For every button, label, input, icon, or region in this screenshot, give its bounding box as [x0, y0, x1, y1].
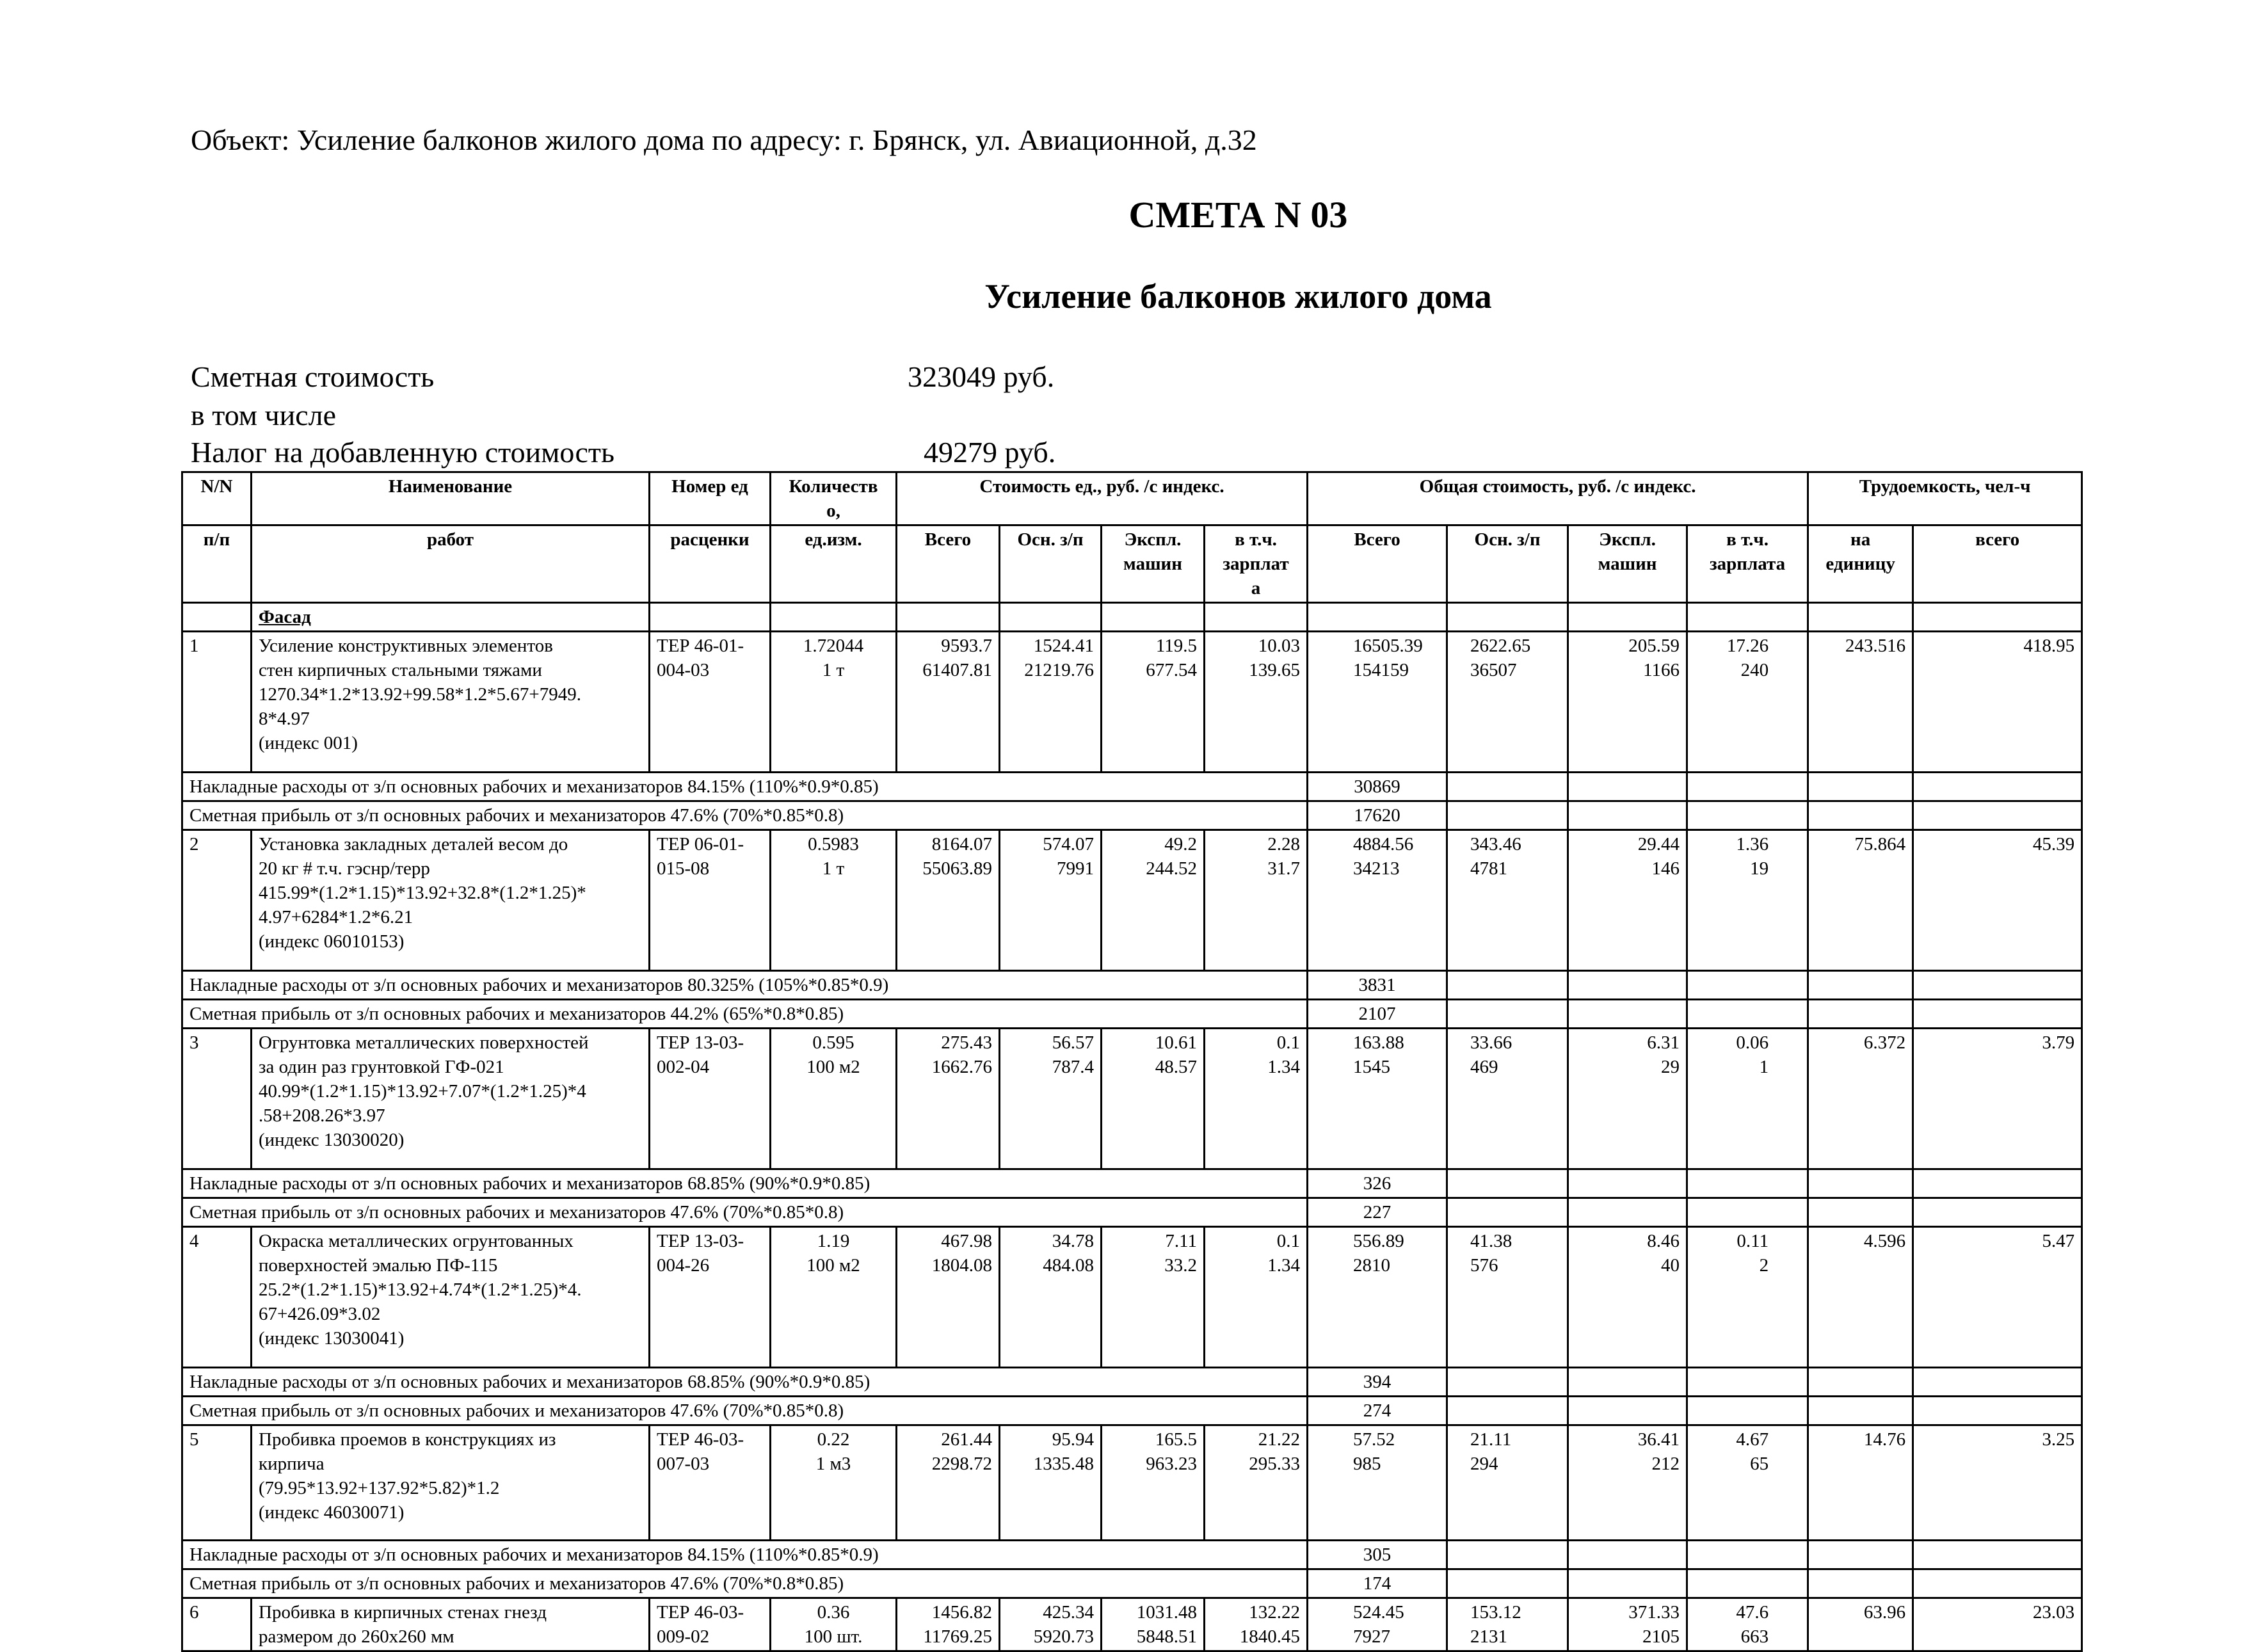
labor-per-unit: 63.96 [1808, 1598, 1913, 1651]
labor-per-unit: 243.516 [1808, 632, 1913, 773]
item-quantity: 1.72044 1 т [771, 632, 897, 773]
including-label: в том числе [191, 399, 336, 431]
unit-cost-machines: 1031.48 5848.51 [1102, 1598, 1205, 1651]
total-cost-machines: 8.46 40 [1568, 1227, 1687, 1368]
labor-total: 3.79 [1913, 1029, 2082, 1169]
total-cost-machines: 205.59 1166 [1568, 632, 1687, 773]
header-code-bottom: расценки [650, 525, 771, 603]
header-unit-total: Всего [897, 525, 1000, 603]
unit-cost-machines: 165.5 963.23 [1102, 1425, 1205, 1541]
empty-cell [1808, 1569, 1913, 1598]
empty-cell [1568, 971, 1687, 1000]
section-title: Фасад [252, 603, 650, 632]
total-cost-machines: 6.31 29 [1568, 1029, 1687, 1169]
empty-cell [1568, 1397, 1687, 1425]
empty-cell [1687, 773, 1808, 801]
header-unit-incl-wage: в т.ч. зарплат а [1205, 525, 1308, 603]
labor-total: 418.95 [1913, 632, 2082, 773]
unit-cost-total: 8164.07 55063.89 [897, 830, 1000, 971]
unit-cost-machines: 7.11 33.2 [1102, 1227, 1205, 1368]
overhead-row-label: Накладные расходы от з/п основных рабочих и механизаторов 68.85% (90%*0.9*0.85) [182, 1169, 1308, 1198]
profit-row [182, 1569, 2082, 1598]
header-total-cost-group: Общая стоимость, руб. /с индекс. [1308, 472, 1808, 525]
table-row [182, 1227, 2082, 1368]
table-row [182, 830, 2082, 971]
total-cost-wage: 21.11 294 [1447, 1425, 1568, 1541]
total-cost-wage: 153.12 2131 [1447, 1598, 1568, 1651]
profit-row-value: 274 [1308, 1397, 1447, 1425]
profit-row-value: 174 [1308, 1569, 1447, 1598]
empty-cell [1808, 971, 1913, 1000]
table-row [182, 632, 2082, 773]
empty-cell [1913, 1000, 2082, 1029]
document-subtitle: Усиление балконов жилого дома [984, 277, 1492, 316]
unit-cost-wage: 95.94 1335.48 [1000, 1425, 1102, 1541]
profit-row-label: Сметная прибыль от з/п основных рабочих и механизаторов 44.2% (65%*0.8*0.85) [182, 1000, 1308, 1029]
labor-per-unit: 75.864 [1808, 830, 1913, 971]
empty-cell [1808, 1000, 1913, 1029]
unit-cost-total: 1456.82 11769.25 [897, 1598, 1000, 1651]
header-qty-bottom: ед.изм. [771, 525, 897, 603]
header-unit-machines: Экспл. машин [1102, 525, 1205, 603]
empty-cell [1808, 1169, 1913, 1198]
empty-cell [1687, 1368, 1808, 1397]
unit-cost-total: 275.43 1662.76 [897, 1029, 1000, 1169]
profit-row [182, 1198, 2082, 1227]
item-number: 6 [182, 1598, 252, 1651]
item-name: Усиление конструктивных элементов стен кирпичных стальными тяжами 1270.34*1.2*13.92+99.58*1.2*5.67+7949. 8*4.97 (индекс 001) [252, 632, 650, 773]
profit-row-value: 2107 [1308, 1000, 1447, 1029]
unit-cost-total: 261.44 2298.72 [897, 1425, 1000, 1541]
item-quantity: 0.22 1 м3 [771, 1425, 897, 1541]
item-name: Пробивка в кирпичных стенах гнезд размером до 260х260 мм [252, 1598, 650, 1651]
empty-cell [1687, 801, 1808, 830]
item-code: ТЕР 46-03- 007-03 [650, 1425, 771, 1541]
vat-label: Налог на добавленную стоимость [191, 436, 614, 469]
header-labor-per-unit: на единицу [1808, 525, 1913, 603]
overhead-row-value: 3831 [1308, 971, 1447, 1000]
estimate-table [181, 471, 2083, 1652]
header-total-machines: Экспл. машин [1568, 525, 1687, 603]
total-cost-incl-wage: 0.11 2 [1687, 1227, 1808, 1368]
total-cost-total: 4884.56 34213 [1308, 830, 1447, 971]
empty-cell [1447, 971, 1568, 1000]
empty-cell [1687, 1397, 1808, 1425]
header-total-wage: Осн. з/п [1447, 525, 1568, 603]
item-name: Пробивка проемов в конструкциях из кирпича (79.95*13.92+137.92*5.82)*1.2 (индекс 46030071) [252, 1425, 650, 1541]
total-cost-wage: 343.46 4781 [1447, 830, 1568, 971]
header-labor-total: всего [1913, 525, 2082, 603]
labor-per-unit: 4.596 [1808, 1227, 1913, 1368]
empty-cell [1687, 1541, 1808, 1569]
total-cost-machines: 36.41 212 [1568, 1425, 1687, 1541]
item-number: 1 [182, 632, 252, 773]
item-number: 2 [182, 830, 252, 971]
unit-cost-incl-wage: 2.28 31.7 [1205, 830, 1308, 971]
overhead-row-value: 394 [1308, 1368, 1447, 1397]
unit-cost-machines: 119.5 677.54 [1102, 632, 1205, 773]
object-line: Объект: Усиление балконов жилого дома по адресу: г. Брянск, ул. Авиационной, д.32 [191, 124, 1257, 156]
total-cost-wage: 33.66 469 [1447, 1029, 1568, 1169]
unit-cost-machines: 10.61 48.57 [1102, 1029, 1205, 1169]
item-name: Огрунтовка металлических поверхностей за один раз грунтовкой ГФ-021 40.99*(1.2*1.15)*13.92+7.07*(1.2*1.25)*4 .58+208.26*3.97 (индекс 13030020) [252, 1029, 650, 1169]
profit-row-label: Сметная прибыль от з/п основных рабочих и механизаторов 47.6% (70%*0.85*0.8) [182, 1198, 1308, 1227]
empty-cell [1447, 1397, 1568, 1425]
unit-cost-wage: 56.57 787.4 [1000, 1029, 1102, 1169]
empty-cell [1808, 1368, 1913, 1397]
empty-cell [1447, 1198, 1568, 1227]
empty-cell [1913, 971, 2082, 1000]
labor-total: 23.03 [1913, 1598, 2082, 1651]
section-row [182, 603, 2082, 632]
table-header [182, 472, 2082, 603]
unit-cost-total: 9593.7 61407.81 [897, 632, 1000, 773]
vat-value: 49279 руб. [924, 436, 1056, 469]
total-cost-incl-wage: 1.36 19 [1687, 830, 1808, 971]
unit-cost-incl-wage: 132.22 1840.45 [1205, 1598, 1308, 1651]
header-nn-bottom: п/п [182, 525, 252, 603]
empty-cell [1447, 1569, 1568, 1598]
total-cost-wage: 2622.65 36507 [1447, 632, 1568, 773]
cost-value: 323049 руб. [908, 360, 1055, 393]
profit-row-label: Сметная прибыль от з/п основных рабочих и механизаторов 47.6% (70%*0.85*0.8) [182, 1397, 1308, 1425]
empty-cell [1687, 1198, 1808, 1227]
unit-cost-wage: 425.34 5920.73 [1000, 1598, 1102, 1651]
item-number: 5 [182, 1425, 252, 1541]
unit-cost-wage: 574.07 7991 [1000, 830, 1102, 971]
labor-total: 45.39 [1913, 830, 2082, 971]
empty-cell [1808, 773, 1913, 801]
profit-row [182, 1000, 2082, 1029]
empty-cell [1447, 1169, 1568, 1198]
item-name: Окраска металлических огрунтованных поверхностей эмалью ПФ-115 25.2*(1.2*1.15)*13.92+4.74*(1.2*1.25)*4. 67+426.09*3.02 (индекс 13030041) [252, 1227, 650, 1368]
table-row [182, 1425, 2082, 1541]
cost-label: Сметная стоимость [191, 360, 435, 393]
overhead-row [182, 773, 2082, 801]
profit-row-label: Сметная прибыль от з/п основных рабочих и механизаторов 47.6% (70%*0.85*0.8) [182, 801, 1308, 830]
unit-cost-total: 467.98 1804.08 [897, 1227, 1000, 1368]
item-quantity: 1.19 100 м2 [771, 1227, 897, 1368]
profit-row [182, 1397, 2082, 1425]
empty-cell [1913, 1169, 2082, 1198]
empty-cell [1913, 1541, 2082, 1569]
labor-total: 5.47 [1913, 1227, 2082, 1368]
overhead-row-value: 30869 [1308, 773, 1447, 801]
empty-cell [1568, 1169, 1687, 1198]
empty-cell [1447, 1368, 1568, 1397]
empty-cell [1913, 1198, 2082, 1227]
empty-cell [1568, 1569, 1687, 1598]
total-cost-machines: 29.44 146 [1568, 830, 1687, 971]
unit-cost-wage: 1524.41 21219.76 [1000, 632, 1102, 773]
overhead-row-label: Накладные расходы от з/п основных рабочих и механизаторов 84.15% (110%*0.85*0.9) [182, 1541, 1308, 1569]
empty-cell [1447, 773, 1568, 801]
overhead-row-label: Накладные расходы от з/п основных рабочих и механизаторов 80.325% (105%*0.85*0.9) [182, 971, 1308, 1000]
item-quantity: 0.595 100 м2 [771, 1029, 897, 1169]
total-cost-total: 524.45 7927 [1308, 1598, 1447, 1651]
empty-cell [1808, 1541, 1913, 1569]
total-cost-incl-wage: 0.06 1 [1687, 1029, 1808, 1169]
item-quantity: 0.5983 1 т [771, 830, 897, 971]
empty-cell [1808, 801, 1913, 830]
labor-per-unit: 14.76 [1808, 1425, 1913, 1541]
item-code: ТЕР 46-03- 009-02 [650, 1598, 771, 1651]
empty-cell [1687, 971, 1808, 1000]
empty-cell [1808, 1198, 1913, 1227]
item-number: 4 [182, 1227, 252, 1368]
labor-total: 3.25 [1913, 1425, 2082, 1541]
overhead-row [182, 971, 2082, 1000]
header-nn-top: N/N [182, 472, 252, 525]
item-code: ТЕР 13-03- 002-04 [650, 1029, 771, 1169]
total-cost-total: 556.89 2810 [1308, 1227, 1447, 1368]
header-name-top: Наименование [252, 472, 650, 525]
total-cost-total: 16505.39 154159 [1308, 632, 1447, 773]
empty-cell [1687, 1569, 1808, 1598]
profit-row [182, 801, 2082, 830]
labor-per-unit: 6.372 [1808, 1029, 1913, 1169]
empty-cell [1913, 1569, 2082, 1598]
empty-cell [1447, 1000, 1568, 1029]
empty-cell [1568, 773, 1687, 801]
table-body [182, 603, 2082, 1651]
overhead-row [182, 1169, 2082, 1198]
profit-row-label: Сметная прибыль от з/п основных рабочих и механизаторов 47.6% (70%*0.8*0.85) [182, 1569, 1308, 1598]
overhead-row-label: Накладные расходы от з/п основных рабочих и механизаторов 84.15% (110%*0.9*0.85) [182, 773, 1308, 801]
total-cost-total: 163.88 1545 [1308, 1029, 1447, 1169]
empty-cell [1913, 1368, 2082, 1397]
item-code: ТЕР 46-01- 004-03 [650, 632, 771, 773]
total-cost-wage: 41.38 576 [1447, 1227, 1568, 1368]
empty-cell [1568, 801, 1687, 830]
document-title: СМЕТА N 03 [1128, 194, 1348, 236]
empty-cell [1568, 1000, 1687, 1029]
empty-cell [1808, 1397, 1913, 1425]
empty-cell [1687, 1169, 1808, 1198]
unit-cost-wage: 34.78 484.08 [1000, 1227, 1102, 1368]
empty-cell [1687, 1000, 1808, 1029]
item-code: ТЕР 06-01- 015-08 [650, 830, 771, 971]
total-cost-incl-wage: 17.26 240 [1687, 632, 1808, 773]
total-cost-incl-wage: 47.6 663 [1687, 1598, 1808, 1651]
item-code: ТЕР 13-03- 004-26 [650, 1227, 771, 1368]
table-row [182, 1598, 2082, 1651]
unit-cost-incl-wage: 0.1 1.34 [1205, 1029, 1308, 1169]
header-total-incl-wage: в т.ч. зарплата [1687, 525, 1808, 603]
header-code-top: Номер ед [650, 472, 771, 525]
overhead-row [182, 1541, 2082, 1569]
header-qty-top: Количеств о, [771, 472, 897, 525]
total-cost-machines: 371.33 2105 [1568, 1598, 1687, 1651]
unit-cost-incl-wage: 0.1 1.34 [1205, 1227, 1308, 1368]
header-total-total: Всего [1308, 525, 1447, 603]
overhead-row-label: Накладные расходы от з/п основных рабочих и механизаторов 68.85% (90%*0.9*0.85) [182, 1368, 1308, 1397]
overhead-row-value: 326 [1308, 1169, 1447, 1198]
profit-row-value: 17620 [1308, 801, 1447, 830]
overhead-row-value: 305 [1308, 1541, 1447, 1569]
total-cost-incl-wage: 4.67 65 [1687, 1425, 1808, 1541]
empty-cell [1913, 1397, 2082, 1425]
empty-cell [1447, 801, 1568, 830]
empty-cell [1568, 1541, 1687, 1569]
item-name: Установка закладных деталей весом до 20 кг # т.ч. гэснр/терр 415.99*(1.2*1.15)*13.92+32.8*(1.2*1.25)* 4.97+6284*1.2*6.21 (индекс 06010153) [252, 830, 650, 971]
item-quantity: 0.36 100 шт. [771, 1598, 897, 1651]
header-name-bottom: работ [252, 525, 650, 603]
empty-cell [1913, 801, 2082, 830]
header-labor-group: Трудоемкость, чел-ч [1808, 472, 2082, 525]
profit-row-value: 227 [1308, 1198, 1447, 1227]
header-unit-cost-group: Стоимость ед., руб. /с индекс. [897, 472, 1308, 525]
empty-cell [1568, 1198, 1687, 1227]
overhead-row [182, 1368, 2082, 1397]
header-unit-wage: Осн. з/п [1000, 525, 1102, 603]
empty-cell [1568, 1368, 1687, 1397]
unit-cost-incl-wage: 21.22 295.33 [1205, 1425, 1308, 1541]
empty-cell [1447, 1541, 1568, 1569]
empty-cell [1913, 773, 2082, 801]
unit-cost-incl-wage: 10.03 139.65 [1205, 632, 1308, 773]
unit-cost-machines: 49.2 244.52 [1102, 830, 1205, 971]
item-number: 3 [182, 1029, 252, 1169]
table-row [182, 1029, 2082, 1169]
total-cost-total: 57.52 985 [1308, 1425, 1447, 1541]
